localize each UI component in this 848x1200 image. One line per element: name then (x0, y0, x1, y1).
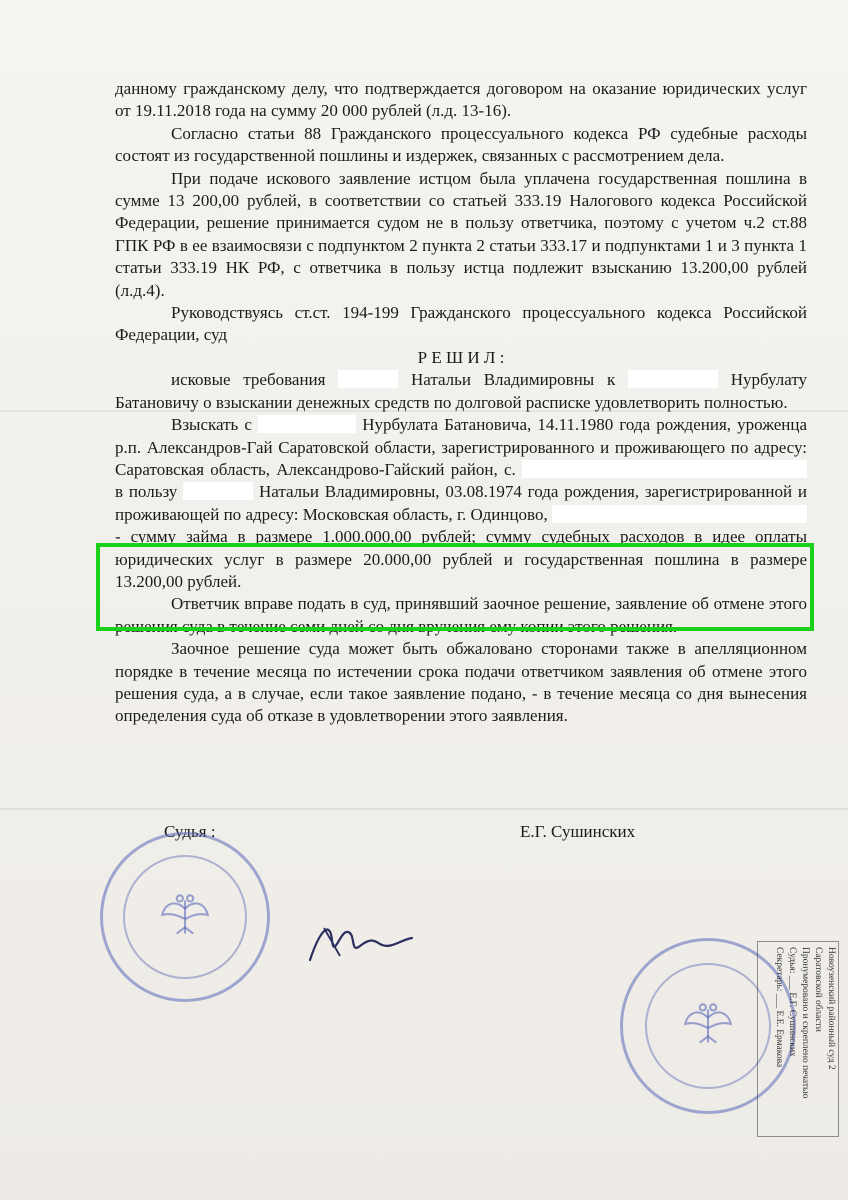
verify-line: Новоузенский районный суд 2 (826, 947, 836, 1070)
paragraph: Руководствуясь ст.ст. 194-199 Гражданского процессуального кодекса Российской Федерации, суд (115, 303, 807, 345)
collect-text: Натальи Владимировны, 03.08.1974 года рождения, зарегистрированной и проживающей по адресу: Московская область, г. Одинцово, (115, 482, 808, 524)
eagle-emblem-icon (154, 886, 216, 948)
claim-paragraph (115, 369, 807, 414)
redaction (522, 460, 807, 478)
court-seal-stamp (100, 832, 270, 1002)
verify-line: Судья: ___ Е.Г. Сушинских (787, 947, 797, 1057)
collect-text: Нурбулата Батановича, 14.11.1980 года рождения, уроженца р.п. Александров-Гай Саратовской области, зарегистрированного и проживающего по адресу: Саратовская область, Александрово-Гайский район, с. (115, 415, 808, 479)
paragraph: Ответчик вправе подать в суд, принявший заочное решение, заявление об отмене этого решения суда в течение семи дней со дня вручения ему копии этого решения. (115, 594, 807, 636)
redaction (628, 370, 718, 388)
redaction (338, 370, 398, 388)
collect-text: - сумму займа в размере 1.000.000,00 рублей; сумму судебных расходов в идее оплаты юридических услуг в размере 20.000,00 рублей и государственная пошлина в размере 13.200,00 рублей. (115, 527, 807, 591)
judge-title: Судья : (164, 822, 216, 841)
verification-stamp (757, 941, 839, 1137)
redaction (183, 482, 253, 500)
collect-text: в пользу (115, 482, 178, 502)
highlight-box (96, 543, 814, 631)
handwritten-signature (300, 910, 420, 970)
claim-text: исковые требования (171, 370, 326, 390)
eagle-emblem-icon (677, 995, 739, 1057)
redaction (552, 505, 807, 523)
verify-line: Пронумеровано и скреплено печатью (800, 947, 810, 1099)
verify-line: Саратовской области (813, 947, 823, 1032)
page-fold (0, 808, 848, 810)
paragraph: Заочное решение суда может быть обжаловано сторонами также в апелляционном порядке в течение месяца по истечении срока подачи ответчиком заявления об отмене этого решения суда, а в случае, если такое заявление подано, - в течение месяца со дня вынесения определения суда об отказе в удовлетворении этого заявления. (115, 639, 807, 726)
collect-text: Взыскать с (171, 415, 252, 435)
decision-heading: Р Е Ш И Л : (417, 347, 505, 367)
claim-text: Нурбулату Батановичу о взыскании денежных средств по долговой расписке удовлетворить полностью. (115, 370, 808, 412)
redaction (258, 415, 356, 433)
judge-name: Е.Г. Сушинских (520, 822, 636, 841)
paragraph: Согласно статьи 88 Гражданского процессуального кодекса РФ судебные расходы состоят из государственной пошлины и издержек, связанных с рассмотрением дела. (115, 123, 807, 166)
verify-line: Секретарь: ___ Е.Е. Ермакова (774, 947, 784, 1068)
claim-text: Натальи Владимировны к (410, 370, 616, 390)
paragraph: данному гражданскому делу, что подтверждается договором на оказание юридических услуг от 19.11.2018 года на сумму 20 000 рублей (л.д. 13-16). (115, 79, 807, 121)
paragraph: При подаче искового заявление истцом была уплачена государственная пошлина в сумме 13 200,00 рублей, в соответствии со статьей 333.19 Налогового кодекса Российской Федерации, решение принимается судом не в пользу ответчика, поэтому с учетом ч.2 ст.88 ГПК РФ в ее взаимосвязи с подпунктом 2 пункта 2 статьи 333.17 и подпунктами 1 и 3 пункта 1 статьи 333.19 НК РФ, с ответчика в пользу истца подлежит взысканию 13.200,00 рублей (л.д.4). (115, 168, 807, 300)
